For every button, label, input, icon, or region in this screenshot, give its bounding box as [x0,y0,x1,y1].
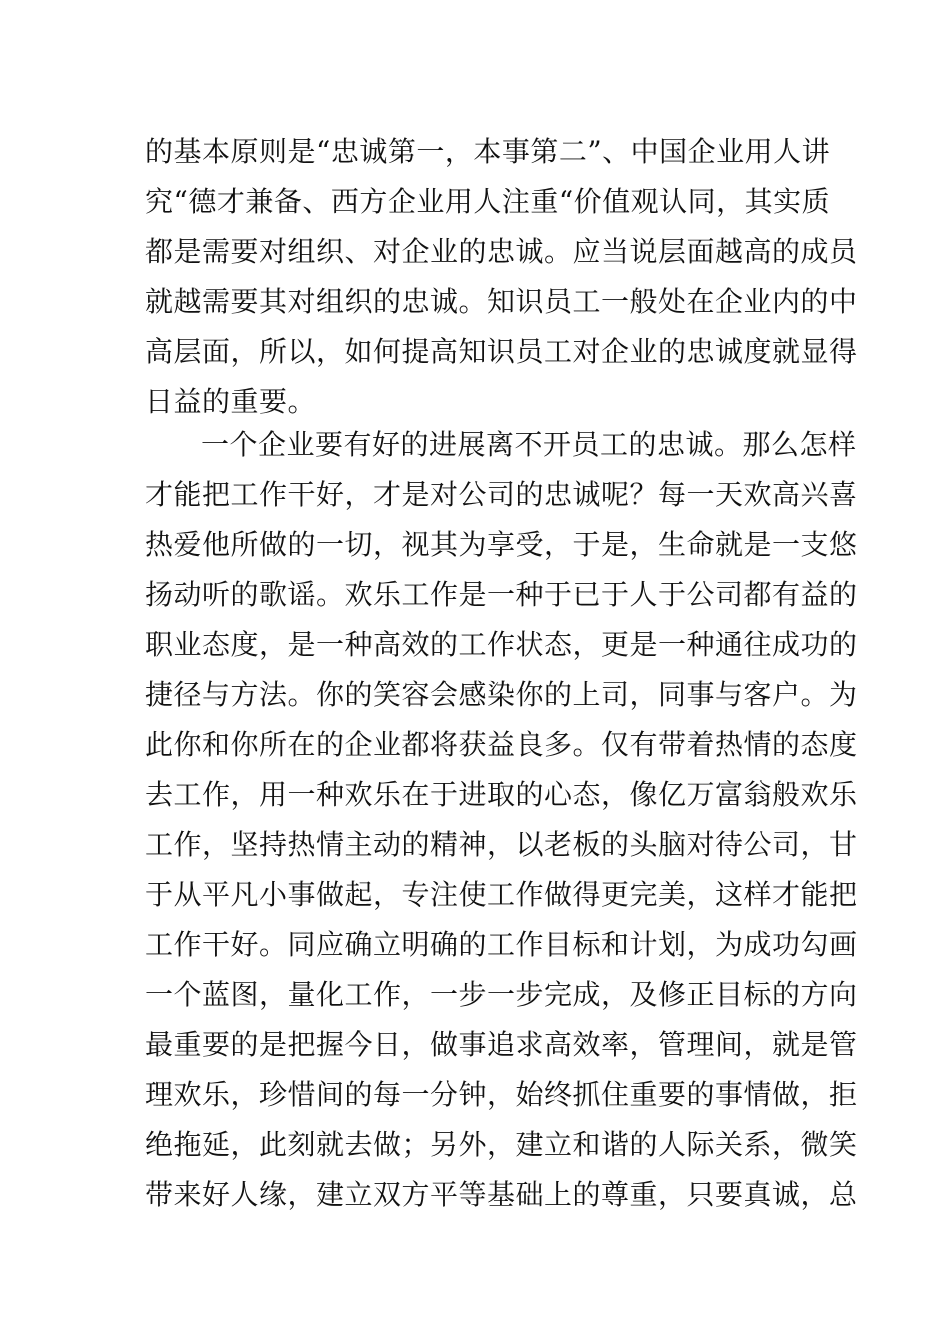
text-line: 的基本原则是“忠诚第一，本事第二”、中国企业用人讲 [145,135,831,168]
text-line: 绝拖延，此刻就去做；另外，建立和谐的人际关系，微笑 [145,1128,858,1161]
text-line: 高层面，所以，如何提高知识员工对企业的忠诚度就显得 [145,335,858,368]
text-line: 热爱他所做的一切，视其为享受，于是，生命就是一支悠 [145,528,858,561]
text-line: 究“德才兼备、西方企业用人注重“价值观认同，其实质 [145,185,831,218]
text-line: 日益的重要。 [145,385,317,418]
text-line: 职业态度，是一种高效的工作状态，更是一种通往成功的 [145,628,858,661]
text-line: 捷径与方法。你的笑容会感染你的上司，同事与客户。为 [145,678,858,711]
text-line: 带来好人缘，建立双方平等基础上的尊重，只要真诚，总 [145,1178,858,1211]
text-line: 才能把工作干好，才是对公司的忠诚呢？每一天欢高兴喜 [145,478,858,511]
text-line: 理欢乐，珍惜间的每一分钟，始终抓住重要的事情做，拒 [145,1078,858,1111]
paragraph-1 [145,127,858,427]
text-line: 此你和你所在的企业都将获益良多。仅有带着热情的态度 [145,728,858,761]
text-line: 工作干好。同应确立明确的工作目标和计划，为成功勾画 [145,928,858,961]
text-line: 于从平凡小事做起，专注使工作做得更完美，这样才能把 [145,878,858,911]
text-line: 工作，坚持热情主动的精神，以老板的头脑对待公司，甘 [145,828,858,861]
paragraph-2 [145,420,858,1220]
text-line: 扬动听的歌谣。欢乐工作是一种于已于人于公司都有益的 [145,578,858,611]
text-line: 就越需要其对组织的忠诚。知识员工一般处在企业内的中 [145,285,858,318]
text-line: 最重要的是把握今日，做事追求高效率，管理间，就是管 [145,1028,858,1061]
text-line: 一个蓝图，量化工作，一步一步完成，及修正目标的方向 [145,978,858,1011]
text-line: 去工作，用一种欢乐在于进取的心态，像亿万富翁般欢乐 [145,778,858,811]
text-line-indented: 一个企业要有好的进展离不开员工的忠诚。那么怎样 [201,428,857,461]
text-line: 都是需要对组织、对企业的忠诚。应当说层面越高的成员 [145,235,858,268]
